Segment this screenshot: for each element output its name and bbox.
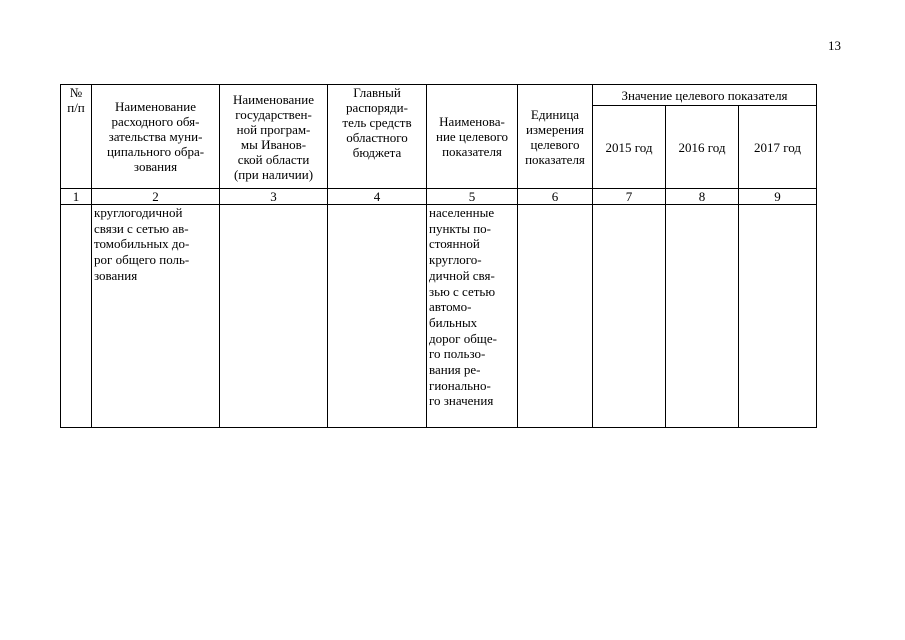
header-indicator-name: Наименова- ние целевого показателя xyxy=(427,85,518,189)
header-unit: Единица измерения целевого показателя xyxy=(518,85,593,189)
cell-budget-manager xyxy=(328,205,427,428)
cell-obligation-name: круглогодичной связи с сетью ав- томобильных до- рог общего поль- зования xyxy=(92,205,220,428)
header-program-name: Наименование государствен- ной програм- мы Иванов- ской области (при наличии) xyxy=(220,85,328,189)
page-number: 13 xyxy=(828,38,841,53)
header-obligation-name: Наименование расходного обя- зательства муни- ципального обра- зования xyxy=(92,85,220,189)
header-budget-manager: Главный распоряди- тель средств областного бюджета xyxy=(328,85,427,189)
cell-value-2017 xyxy=(739,205,817,428)
header-year-2016: 2016 год xyxy=(666,106,739,189)
table-row xyxy=(61,205,817,428)
target-indicators-table xyxy=(60,84,817,428)
column-number: 3 xyxy=(220,189,328,205)
cell-value-2016 xyxy=(666,205,739,428)
column-number: 2 xyxy=(92,189,220,205)
cell-indicator-name: населенные пункты по- стоянной круглого- дичной свя- зью с сетью автомо- бильных дорог обще- го пользо- вания ре- гионально- го значения xyxy=(427,205,518,428)
column-number: 6 xyxy=(518,189,593,205)
column-number: 1 xyxy=(61,189,92,205)
cell-program-name xyxy=(220,205,328,428)
cell-unit xyxy=(518,205,593,428)
column-number: 5 xyxy=(427,189,518,205)
cell-value-2015 xyxy=(593,205,666,428)
header-number: № п/п xyxy=(61,85,92,189)
header-year-2017: 2017 год xyxy=(739,106,817,189)
column-number: 9 xyxy=(739,189,817,205)
header-year-2015: 2015 год xyxy=(593,106,666,189)
column-number: 4 xyxy=(328,189,427,205)
cell-number xyxy=(61,205,92,428)
header-indicator-value-group: Значение целевого показателя xyxy=(593,85,817,106)
column-number: 8 xyxy=(666,189,739,205)
column-number: 7 xyxy=(593,189,666,205)
column-number-row xyxy=(61,189,817,205)
